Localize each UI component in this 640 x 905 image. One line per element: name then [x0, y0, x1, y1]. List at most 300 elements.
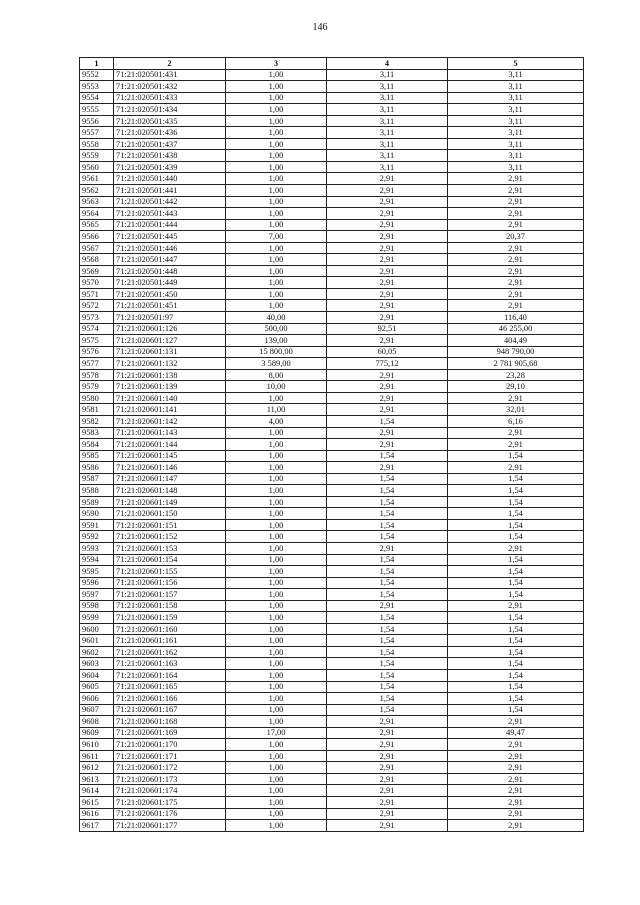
- table-row: [80, 704, 584, 716]
- rate-cell: 1,54: [327, 669, 448, 681]
- cadastral-number-cell: 71:21:020601:149: [114, 496, 226, 508]
- cadastral-number-cell: 71:21:020601:151: [114, 519, 226, 531]
- row-number-cell: 9553: [80, 81, 114, 93]
- amount-cell: 1,54: [448, 485, 584, 497]
- table-row: [80, 115, 584, 127]
- quantity-cell: 1,00: [226, 254, 327, 266]
- amount-cell: 1,54: [448, 577, 584, 589]
- rate-cell: 2,91: [327, 196, 448, 208]
- cadastral-number-cell: 71:21:020601:156: [114, 577, 226, 589]
- cadastral-number-cell: 71:21:020601:139: [114, 381, 226, 393]
- table-row: [80, 427, 584, 439]
- rate-cell: 2,91: [327, 727, 448, 739]
- amount-cell: 1,54: [448, 566, 584, 578]
- table-row: [80, 600, 584, 612]
- row-number-cell: 9556: [80, 115, 114, 127]
- table-row: [80, 185, 584, 197]
- amount-cell: 1,54: [448, 450, 584, 462]
- quantity-cell: 7,00: [226, 231, 327, 243]
- cadastral-number-cell: 71:21:020601:160: [114, 623, 226, 635]
- rate-cell: 1,54: [327, 496, 448, 508]
- table-row: [80, 623, 584, 635]
- table-row: [80, 797, 584, 809]
- rate-cell: 2,91: [327, 462, 448, 474]
- row-number-cell: 9597: [80, 589, 114, 601]
- rate-cell: 3,11: [327, 92, 448, 104]
- row-number-cell: 9588: [80, 485, 114, 497]
- row-number-cell: 9586: [80, 462, 114, 474]
- table-row: [80, 577, 584, 589]
- quantity-cell: 1,00: [226, 554, 327, 566]
- row-number-cell: 9571: [80, 288, 114, 300]
- table-row: [80, 785, 584, 797]
- row-number-cell: 9606: [80, 693, 114, 705]
- rate-cell: 2,91: [327, 277, 448, 289]
- cadastral-number-cell: 71:21:020601:159: [114, 612, 226, 624]
- table-row: [80, 635, 584, 647]
- rate-cell: 2,91: [327, 750, 448, 762]
- rate-cell: 1,54: [327, 681, 448, 693]
- cadastral-number-cell: 71:21:020601:157: [114, 589, 226, 601]
- row-number-cell: 9570: [80, 277, 114, 289]
- amount-cell: 3,11: [448, 127, 584, 139]
- rate-cell: 2,91: [327, 600, 448, 612]
- row-number-cell: 9616: [80, 808, 114, 820]
- cadastral-number-cell: 71:21:020601:140: [114, 392, 226, 404]
- amount-cell: 404,49: [448, 335, 584, 347]
- rate-cell: 3,11: [327, 138, 448, 150]
- amount-cell: 2,91: [448, 242, 584, 254]
- cadastral-number-cell: 71:21:020501:448: [114, 265, 226, 277]
- quantity-cell: 1,00: [226, 808, 327, 820]
- rate-cell: 3,11: [327, 127, 448, 139]
- table-row: [80, 566, 584, 578]
- quantity-cell: 1,00: [226, 623, 327, 635]
- row-number-cell: 9590: [80, 508, 114, 520]
- row-number-cell: 9591: [80, 519, 114, 531]
- table-row: [80, 265, 584, 277]
- cadastral-number-cell: 71:21:020501:440: [114, 173, 226, 185]
- row-number-cell: 9595: [80, 566, 114, 578]
- amount-cell: 2,91: [448, 219, 584, 231]
- row-number-cell: 9581: [80, 404, 114, 416]
- table-row: [80, 762, 584, 774]
- row-number-cell: 9604: [80, 669, 114, 681]
- amount-cell: 2,91: [448, 808, 584, 820]
- cadastral-number-cell: 71:21:020501:449: [114, 277, 226, 289]
- rate-cell: 3,11: [327, 115, 448, 127]
- row-number-cell: 9567: [80, 242, 114, 254]
- cadastral-number-cell: 71:21:020601:167: [114, 704, 226, 716]
- rate-cell: 2,91: [327, 739, 448, 751]
- rate-cell: 1,54: [327, 704, 448, 716]
- cadastral-number-cell: 71:21:020601:155: [114, 566, 226, 578]
- table-row: [80, 173, 584, 185]
- cadastral-number-cell: 71:21:020601:171: [114, 750, 226, 762]
- rate-cell: 2,91: [327, 381, 448, 393]
- table-row: [80, 693, 584, 705]
- rate-cell: 1,54: [327, 589, 448, 601]
- cadastral-number-cell: 71:21:020601:174: [114, 785, 226, 797]
- row-number-cell: 9585: [80, 450, 114, 462]
- amount-cell: 2,91: [448, 185, 584, 197]
- quantity-cell: 1,00: [226, 566, 327, 578]
- rate-cell: 2,91: [327, 242, 448, 254]
- rate-cell: 775,12: [327, 358, 448, 370]
- row-number-cell: 9561: [80, 173, 114, 185]
- rate-cell: 2,91: [327, 392, 448, 404]
- rate-cell: 1,54: [327, 450, 448, 462]
- quantity-cell: 10,00: [226, 381, 327, 393]
- table-row: [80, 138, 584, 150]
- row-number-cell: 9579: [80, 381, 114, 393]
- amount-cell: 2,91: [448, 392, 584, 404]
- rate-cell: 1,54: [327, 554, 448, 566]
- rate-cell: 2,91: [327, 404, 448, 416]
- table-row: [80, 739, 584, 751]
- cadastral-number-cell: 71:21:020601:177: [114, 820, 226, 832]
- quantity-cell: 1,00: [226, 739, 327, 751]
- amount-cell: 29,10: [448, 381, 584, 393]
- quantity-cell: 1,00: [226, 496, 327, 508]
- cadastral-number-cell: 71:21:020501:445: [114, 231, 226, 243]
- row-number-cell: 9589: [80, 496, 114, 508]
- table-row: [80, 392, 584, 404]
- row-number-cell: 9569: [80, 265, 114, 277]
- cadastral-number-cell: 71:21:020501:439: [114, 161, 226, 173]
- table-row: [80, 612, 584, 624]
- table-row: [80, 519, 584, 531]
- row-number-cell: 9582: [80, 415, 114, 427]
- row-number-cell: 9565: [80, 219, 114, 231]
- quantity-cell: 1,00: [226, 612, 327, 624]
- cadastral-number-cell: 71:21:020601:173: [114, 773, 226, 785]
- rate-cell: 1,54: [327, 566, 448, 578]
- amount-cell: 1,54: [448, 704, 584, 716]
- row-number-cell: 9562: [80, 185, 114, 197]
- table-row: [80, 542, 584, 554]
- rate-cell: 3,11: [327, 69, 448, 81]
- quantity-cell: 1,00: [226, 820, 327, 832]
- table-row: [80, 669, 584, 681]
- row-number-cell: 9578: [80, 369, 114, 381]
- table-row: [80, 323, 584, 335]
- table-row: [80, 288, 584, 300]
- amount-cell: 1,54: [448, 623, 584, 635]
- rate-cell: 1,54: [327, 508, 448, 520]
- amount-cell: 1,54: [448, 693, 584, 705]
- row-number-cell: 9557: [80, 127, 114, 139]
- row-number-cell: 9568: [80, 254, 114, 266]
- amount-cell: 2,91: [448, 750, 584, 762]
- rate-cell: 2,91: [327, 820, 448, 832]
- amount-cell: 3,11: [448, 69, 584, 81]
- table-row: [80, 346, 584, 358]
- quantity-cell: 1,00: [226, 161, 327, 173]
- table-row: [80, 473, 584, 485]
- table-row: [80, 196, 584, 208]
- row-number-cell: 9603: [80, 658, 114, 670]
- amount-cell: 1,54: [448, 658, 584, 670]
- cadastral-number-cell: 71:21:020601:150: [114, 508, 226, 520]
- amount-cell: 1,54: [448, 496, 584, 508]
- rate-cell: 1,54: [327, 415, 448, 427]
- rate-cell: 2,91: [327, 785, 448, 797]
- row-number-cell: 9575: [80, 335, 114, 347]
- quantity-cell: 1,00: [226, 797, 327, 809]
- amount-cell: 3,11: [448, 81, 584, 93]
- cadastral-number-cell: 71:21:020501:451: [114, 300, 226, 312]
- amount-cell: 1,54: [448, 531, 584, 543]
- rate-cell: 1,54: [327, 519, 448, 531]
- cadastral-number-cell: 71:21:020601:144: [114, 439, 226, 451]
- quantity-cell: 1,00: [226, 773, 327, 785]
- cadastral-number-cell: 71:21:020501:450: [114, 288, 226, 300]
- row-number-cell: 9605: [80, 681, 114, 693]
- row-number-cell: 9617: [80, 820, 114, 832]
- rate-cell: 1,54: [327, 635, 448, 647]
- row-number-cell: 9596: [80, 577, 114, 589]
- cadastral-number-cell: 71:21:020601:132: [114, 358, 226, 370]
- table-row: [80, 716, 584, 728]
- quantity-cell: 17,00: [226, 727, 327, 739]
- cadastral-number-cell: 71:21:020501:437: [114, 138, 226, 150]
- table-row: [80, 750, 584, 762]
- quantity-cell: 1,00: [226, 542, 327, 554]
- quantity-cell: 1,00: [226, 519, 327, 531]
- quantity-cell: 1,00: [226, 750, 327, 762]
- rate-cell: 2,91: [327, 797, 448, 809]
- amount-cell: 2,91: [448, 785, 584, 797]
- table-row: [80, 646, 584, 658]
- rate-cell: 2,91: [327, 312, 448, 324]
- quantity-cell: 1,00: [226, 681, 327, 693]
- quantity-cell: 1,00: [226, 635, 327, 647]
- row-number-cell: 9584: [80, 439, 114, 451]
- row-number-cell: 9600: [80, 623, 114, 635]
- rate-cell: 1,54: [327, 485, 448, 497]
- rate-cell: 1,54: [327, 646, 448, 658]
- row-number-cell: 9563: [80, 196, 114, 208]
- cadastral-number-cell: 71:21:020601:131: [114, 346, 226, 358]
- row-number-cell: 9614: [80, 785, 114, 797]
- table-row: [80, 300, 584, 312]
- amount-cell: 6,16: [448, 415, 584, 427]
- amount-cell: 2,91: [448, 288, 584, 300]
- table-row: [80, 231, 584, 243]
- row-number-cell: 9566: [80, 231, 114, 243]
- amount-cell: 2,91: [448, 762, 584, 774]
- table-row: [80, 485, 584, 497]
- row-number-cell: 9613: [80, 773, 114, 785]
- table-row: [80, 404, 584, 416]
- amount-cell: 1,54: [448, 473, 584, 485]
- cadastral-number-cell: 71:21:020601:166: [114, 693, 226, 705]
- table-row: [80, 219, 584, 231]
- cadastral-number-cell: 71:21:020601:169: [114, 727, 226, 739]
- row-number-cell: 9594: [80, 554, 114, 566]
- quantity-cell: 1,00: [226, 185, 327, 197]
- table-body: [80, 69, 584, 831]
- amount-cell: 23,28: [448, 369, 584, 381]
- quantity-cell: 1,00: [226, 173, 327, 185]
- quantity-cell: 1,00: [226, 242, 327, 254]
- quantity-cell: 1,00: [226, 462, 327, 474]
- rate-cell: 1,54: [327, 693, 448, 705]
- amount-cell: 1,54: [448, 508, 584, 520]
- table-row: [80, 104, 584, 116]
- amount-cell: 2,91: [448, 716, 584, 728]
- table-row: [80, 808, 584, 820]
- row-number-cell: 9610: [80, 739, 114, 751]
- rate-cell: 2,91: [327, 439, 448, 451]
- cadastral-number-cell: 71:21:020601:168: [114, 716, 226, 728]
- cadastral-number-cell: 71:21:020501:441: [114, 185, 226, 197]
- amount-cell: 1,54: [448, 669, 584, 681]
- row-number-cell: 9608: [80, 716, 114, 728]
- rate-cell: 3,11: [327, 104, 448, 116]
- quantity-cell: 1,00: [226, 104, 327, 116]
- column-header-2: 2: [114, 58, 226, 70]
- row-number-cell: 9559: [80, 150, 114, 162]
- quantity-cell: 1,00: [226, 693, 327, 705]
- cadastral-number-cell: 71:21:020601:161: [114, 635, 226, 647]
- cadastral-number-cell: 71:21:020601:170: [114, 739, 226, 751]
- amount-cell: 1,54: [448, 519, 584, 531]
- amount-cell: 2,91: [448, 797, 584, 809]
- amount-cell: 2,91: [448, 542, 584, 554]
- quantity-cell: 1,00: [226, 785, 327, 797]
- table-header-row: [80, 58, 584, 70]
- table-row: [80, 462, 584, 474]
- quantity-cell: 1,00: [226, 589, 327, 601]
- cadastral-number-cell: 71:21:020601:162: [114, 646, 226, 658]
- cadastral-number-cell: 71:21:020601:148: [114, 485, 226, 497]
- row-number-cell: 9612: [80, 762, 114, 774]
- cadastral-number-cell: 71:21:020601:138: [114, 369, 226, 381]
- amount-cell: 46 255,00: [448, 323, 584, 335]
- quantity-cell: 1,00: [226, 300, 327, 312]
- row-number-cell: 9609: [80, 727, 114, 739]
- table-row: [80, 358, 584, 370]
- quantity-cell: 1,00: [226, 439, 327, 451]
- amount-cell: 2,91: [448, 600, 584, 612]
- table-row: [80, 658, 584, 670]
- cadastral-number-cell: 71:21:020601:147: [114, 473, 226, 485]
- quantity-cell: 1,00: [226, 127, 327, 139]
- rate-cell: 2,91: [327, 300, 448, 312]
- cadastral-number-cell: 71:21:020601:126: [114, 323, 226, 335]
- cadastral-number-cell: 71:21:020501:444: [114, 219, 226, 231]
- amount-cell: 2,91: [448, 739, 584, 751]
- row-number-cell: 9564: [80, 208, 114, 220]
- rate-cell: 2,91: [327, 808, 448, 820]
- row-number-cell: 9593: [80, 542, 114, 554]
- row-number-cell: 9602: [80, 646, 114, 658]
- row-number-cell: 9592: [80, 531, 114, 543]
- amount-cell: 1,54: [448, 589, 584, 601]
- table-row: [80, 369, 584, 381]
- rate-cell: 2,91: [327, 335, 448, 347]
- table-row: [80, 727, 584, 739]
- amount-cell: 1,54: [448, 681, 584, 693]
- rate-cell: 2,91: [327, 208, 448, 220]
- amount-cell: 2,91: [448, 462, 584, 474]
- row-number-cell: 9560: [80, 161, 114, 173]
- table-row: [80, 508, 584, 520]
- quantity-cell: 1,00: [226, 92, 327, 104]
- amount-cell: 3,11: [448, 115, 584, 127]
- row-number-cell: 9558: [80, 138, 114, 150]
- cadastral-number-cell: 71:21:020501:436: [114, 127, 226, 139]
- rate-cell: 2,91: [327, 369, 448, 381]
- rate-cell: 1,54: [327, 612, 448, 624]
- rate-cell: 2,91: [327, 185, 448, 197]
- amount-cell: 2,91: [448, 277, 584, 289]
- table-row: [80, 496, 584, 508]
- quantity-cell: 1,00: [226, 138, 327, 150]
- rate-cell: 1,54: [327, 531, 448, 543]
- row-number-cell: 9580: [80, 392, 114, 404]
- cadastral-number-cell: 71:21:020601:163: [114, 658, 226, 670]
- amount-cell: 2,91: [448, 173, 584, 185]
- quantity-cell: 1,00: [226, 219, 327, 231]
- quantity-cell: 1,00: [226, 81, 327, 93]
- table-row: [80, 161, 584, 173]
- rate-cell: 2,91: [327, 265, 448, 277]
- table-row: [80, 531, 584, 543]
- quantity-cell: 1,00: [226, 392, 327, 404]
- quantity-cell: 139,00: [226, 335, 327, 347]
- table-row: [80, 681, 584, 693]
- row-number-cell: 9574: [80, 323, 114, 335]
- quantity-cell: 15 800,00: [226, 346, 327, 358]
- table-row: [80, 69, 584, 81]
- amount-cell: 2,91: [448, 265, 584, 277]
- amount-cell: 3,11: [448, 138, 584, 150]
- rate-cell: 3,11: [327, 81, 448, 93]
- cadastral-number-cell: 71:21:020501:97: [114, 312, 226, 324]
- amount-cell: 2,91: [448, 820, 584, 832]
- amount-cell: 49,47: [448, 727, 584, 739]
- cadastral-number-cell: 71:21:020601:176: [114, 808, 226, 820]
- rate-cell: 2,91: [327, 773, 448, 785]
- amount-cell: 3,11: [448, 104, 584, 116]
- cadastral-number-cell: 71:21:020601:164: [114, 669, 226, 681]
- amount-cell: 2,91: [448, 208, 584, 220]
- row-number-cell: 9573: [80, 312, 114, 324]
- cadastral-number-cell: 71:21:020601:145: [114, 450, 226, 462]
- rate-cell: 1,54: [327, 577, 448, 589]
- table-row: [80, 773, 584, 785]
- cadastral-number-cell: 71:21:020601:142: [114, 415, 226, 427]
- cadastral-number-cell: 71:21:020601:154: [114, 554, 226, 566]
- row-number-cell: 9615: [80, 797, 114, 809]
- cadastral-number-cell: 71:21:020501:433: [114, 92, 226, 104]
- quantity-cell: 1,00: [226, 427, 327, 439]
- quantity-cell: 1,00: [226, 669, 327, 681]
- quantity-cell: 1,00: [226, 450, 327, 462]
- quantity-cell: 8,00: [226, 369, 327, 381]
- cadastral-number-cell: 71:21:020501:442: [114, 196, 226, 208]
- quantity-cell: 1,00: [226, 115, 327, 127]
- amount-cell: 2,91: [448, 254, 584, 266]
- quantity-cell: 1,00: [226, 277, 327, 289]
- rate-cell: 60,05: [327, 346, 448, 358]
- cadastral-number-cell: 71:21:020601:127: [114, 335, 226, 347]
- column-header-1: 1: [80, 58, 114, 70]
- cadastral-number-cell: 71:21:020601:141: [114, 404, 226, 416]
